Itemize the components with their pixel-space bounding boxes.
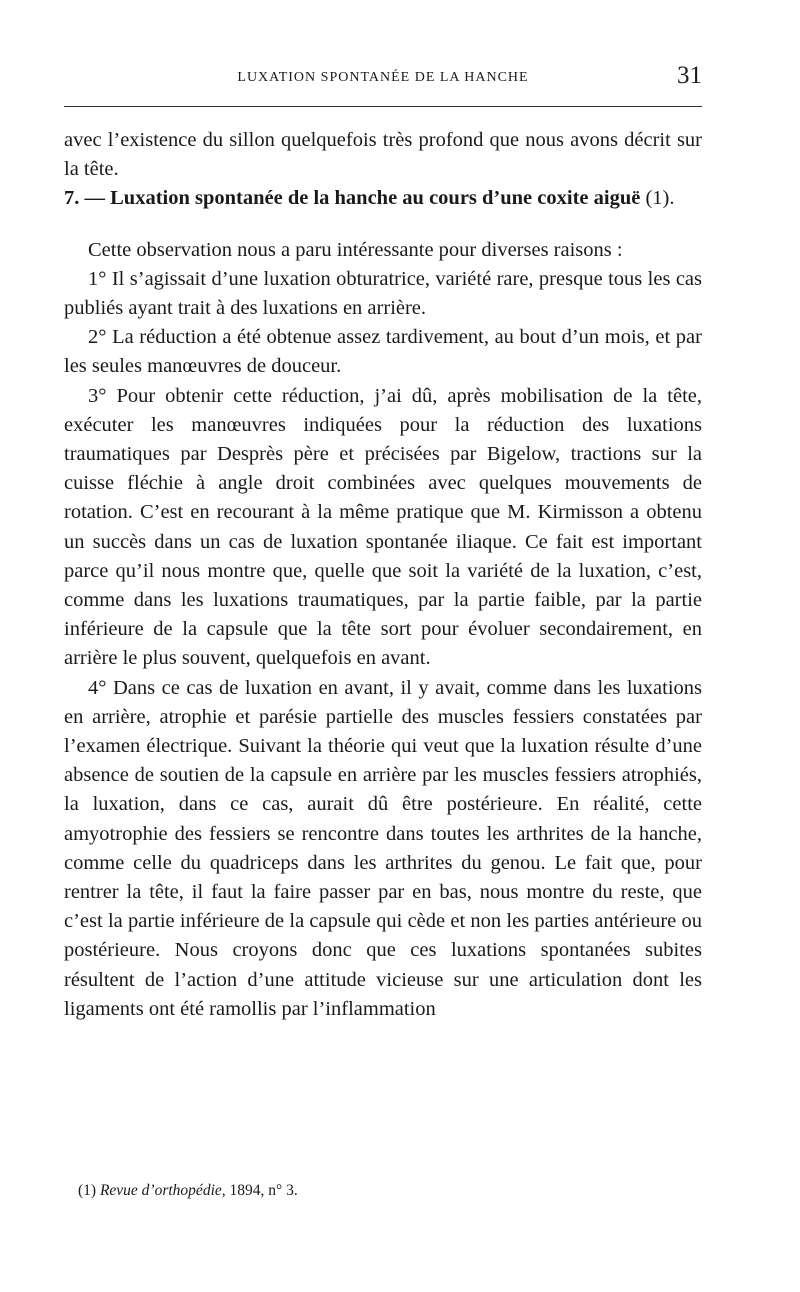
page-number: 31 <box>677 62 702 89</box>
point-3-paragraph: 3° Pour obtenir cette réduction, j’ai dû, après mobilisation de la tête, exécuter les manœuvres indiquées pour la réduction des luxations traumatiques par Desprès père et précisées par Bigelow, tractions sur la cuisse fléchie à angle droit combinées avec quelques mouvements de rotation. C’est en recourant à la même pratique que M. Kirmisson a obtenu un succès dans un cas de luxation spontanée iliaque. Ce fait est important parce qu’il nous montre que, quelle que soit la variété de la luxation, c’est, comme dans les luxations traumatiques, par la partie faible, par la partie inférieure de la capsule que la tête sort pour évoluer secondairement, en arrière le plus souvent, quelquefois en avant. <box>64 384 702 670</box>
header-rule <box>64 106 702 107</box>
intro-paragraph: Cette observation nous a paru intéressante pour diverses raisons : <box>88 238 623 261</box>
running-head <box>64 62 702 96</box>
running-title: LUXATION SPONTANÉE DE LA HANCHE <box>237 70 529 85</box>
point-4-paragraph: 4° Dans ce cas de luxation en avant, il y avait, comme dans les luxations en arrière, atrophie et parésie partielle des muscles fessiers constatées par l’examen électrique. Suivant la théorie qui veut que la luxation résulte d’une absence de soutien de la capsule en arrière par les muscles fessiers atrophiés, la luxation, dans ce cas, aurait dû être postérieure. En réalité, cette amyotrophie des fessiers se rencontre dans toutes les arthrites de la hanche, comme celle du quadriceps dans les arthrites du genou. Le fait que, pour rentrer la tête, il faut la faire passer par en bas, nous montre du reste, que c’est la partie inférieure de la capsule qui cède et non les parties antérieure ou postérieure. Nous croyons donc que ces luxations spontanées subites résultent de l’action d’une attitude vicieuse sur une articulation dont les ligaments ont été ramollis par l’inflammation <box>64 676 702 1020</box>
point-2-paragraph: 2° La réduction a été obtenue assez tardivement, au bout d’un mois, et par les seules manœuvres de douceur. <box>64 326 702 378</box>
carry-over-paragraph: avec l’existence du sillon quelquefois très profond que nous avons décrit sur la tête. <box>64 129 702 181</box>
footnote-marker: (1) <box>78 1182 97 1199</box>
footnote-journal: Revue d’orthopédie, <box>99 1182 226 1199</box>
footnote-details: 1894, n° 3. <box>229 1182 298 1199</box>
footnote <box>78 1182 298 1200</box>
point-1-paragraph: 1° Il s’agissait d’une luxation obturatrice, variété rare, presque tous les cas publiés ayant trait à des luxations en arrière. <box>64 267 702 320</box>
section-heading-text: 7. — Luxation spontanée de la hanche au cours d’une coxite aiguë <box>64 187 641 210</box>
body-text <box>64 126 702 1024</box>
spacer <box>64 214 702 236</box>
section-heading <box>64 184 702 213</box>
footnote-reference: (1). <box>640 187 675 210</box>
